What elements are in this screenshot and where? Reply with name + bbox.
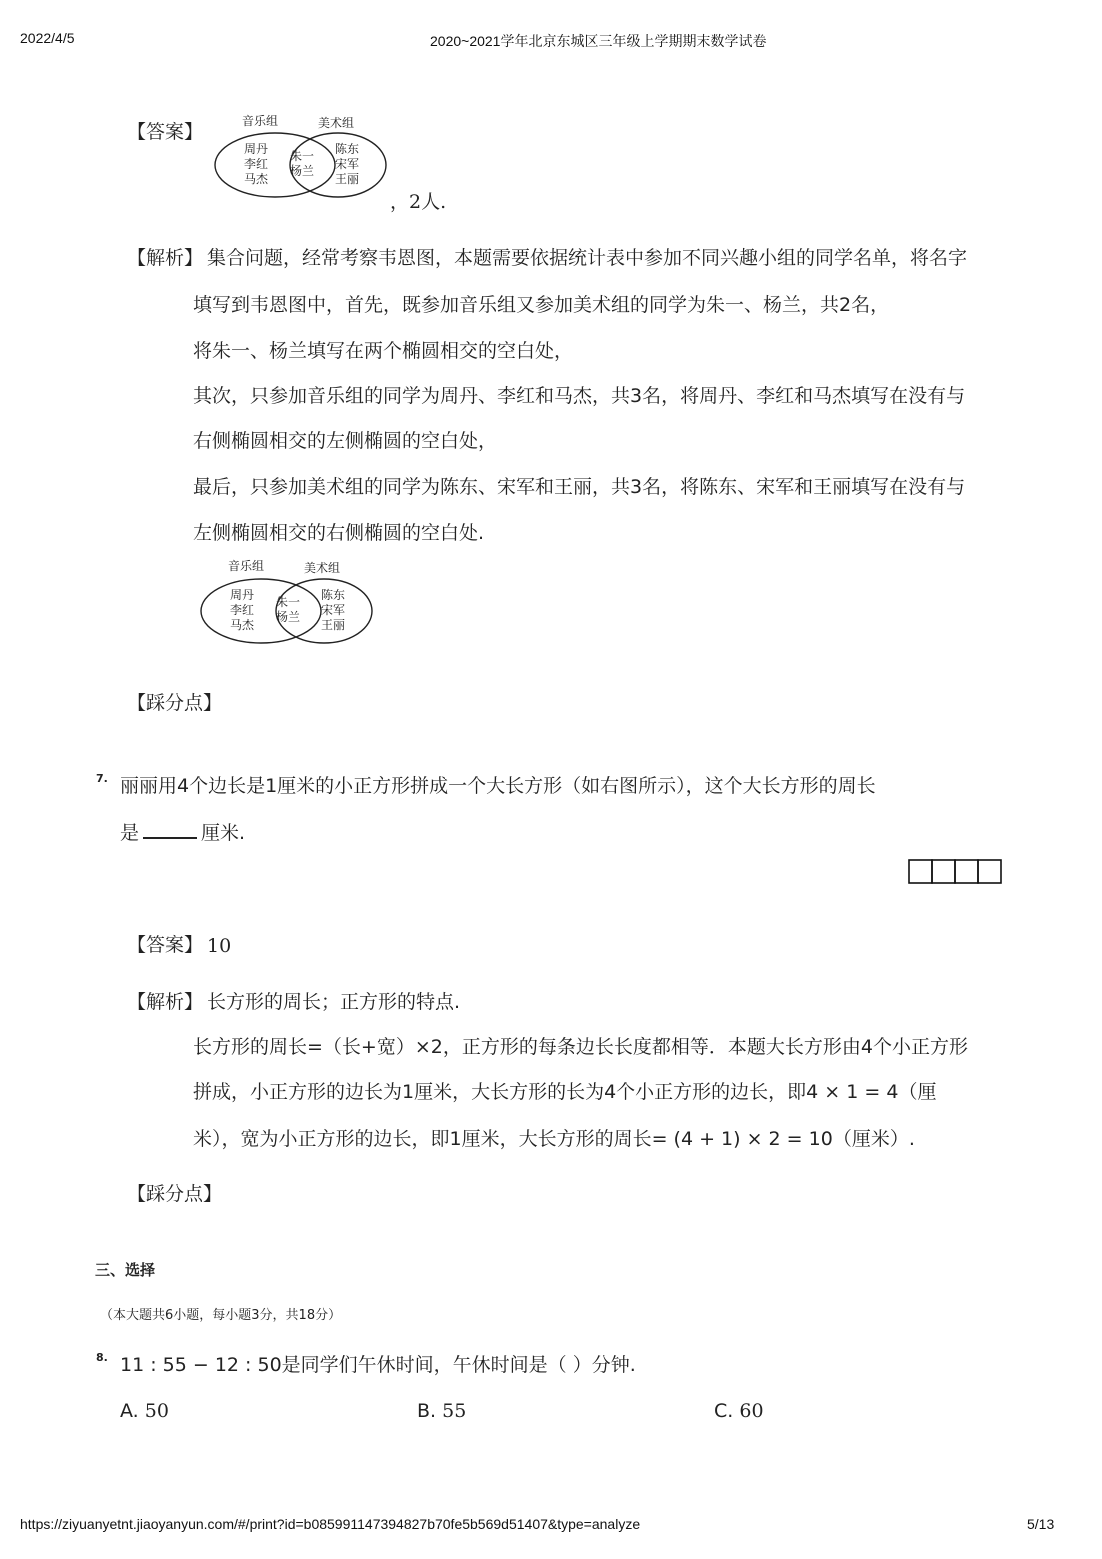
q6-analysis-line: 将朱一、杨兰填写在两个椭圆相交的空白处， bbox=[193, 340, 574, 362]
footer-url[interactable]: https://ziyuanyetnt.jiaoyanyun.com/#/print?id=b085991147394827b70fe5b569d51407&type=analyze bbox=[20, 1516, 641, 1532]
venn-left-name: 李红 bbox=[230, 603, 255, 617]
q7-points-label: 【踩分点】 bbox=[127, 1183, 223, 1205]
q6-points-label: 【踩分点】 bbox=[127, 692, 223, 714]
q7-answer-label: 【答案】 bbox=[127, 934, 204, 956]
venn-right-name: 王丽 bbox=[335, 172, 360, 186]
venn-right-name: 陈东 bbox=[335, 142, 360, 156]
q7-analysis-label: 【解析】 bbox=[127, 991, 204, 1013]
q7-number: 7. bbox=[96, 772, 108, 785]
venn-left-name: 周丹 bbox=[244, 142, 269, 156]
option-value: 55 bbox=[442, 1400, 467, 1422]
q7-question-suffix: 厘米. bbox=[201, 822, 246, 844]
q7-question-line1: 丽丽用4个边长是1厘米的小正方形拼成一个大长方形（如右图所示），这个大长方形的周长 bbox=[120, 775, 876, 797]
footer-page-number: 5/13 bbox=[1027, 1516, 1055, 1532]
q6-answer-label: 【答案】 bbox=[127, 121, 204, 143]
venn-left-name: 周丹 bbox=[230, 588, 255, 602]
venn-left-title: 音乐组 bbox=[242, 114, 279, 128]
venn-right-title: 美术组 bbox=[304, 561, 341, 575]
q7-analysis-line: 拼成，小正方形的边长为1厘米，大长方形的长为4个小正方形的边长，即4 × 1 = 4（厘 bbox=[193, 1081, 937, 1103]
small-square bbox=[955, 860, 978, 883]
option-label: C. bbox=[714, 1400, 734, 1422]
q8-option-b[interactable] bbox=[417, 1399, 466, 1423]
venn-left-ellipse bbox=[215, 133, 335, 197]
q6-analysis-line: 其次，只参加音乐组的同学为周丹、李红和马杰，共3名，将周丹、李红和马杰填写在没有与 bbox=[193, 385, 966, 407]
q6-answer-venn-diagram bbox=[210, 110, 395, 202]
q7-analysis-topic: 长方形的周长；正方形的特点. bbox=[207, 991, 461, 1013]
small-square bbox=[978, 860, 1001, 883]
q7-four-squares-figure bbox=[908, 859, 1004, 885]
header-date: 2022/4/5 bbox=[20, 30, 75, 46]
option-label: B. bbox=[417, 1400, 437, 1422]
venn-center-name: 朱一 bbox=[290, 149, 315, 163]
venn-center-name: 朱一 bbox=[276, 595, 301, 609]
venn-left-ellipse bbox=[201, 579, 321, 643]
q8-number: 8. bbox=[96, 1351, 108, 1364]
q7-question-line2 bbox=[120, 821, 245, 845]
q6-answer-suffix: ，2人. bbox=[390, 191, 447, 213]
q6-analysis-line: 填写到韦恩图中，首先，既参加音乐组又参加美术组的同学为朱一、杨兰，共2名， bbox=[193, 294, 890, 316]
venn-center-name: 杨兰 bbox=[276, 610, 301, 624]
section-title: 三、选择 bbox=[95, 1261, 156, 1279]
section-note: （本大题共6小题，每小题3分，共18分） bbox=[100, 1308, 342, 1323]
q6-analysis-label: 【解析】 bbox=[127, 247, 204, 269]
option-value: 50 bbox=[144, 1400, 169, 1422]
venn-right-name: 陈东 bbox=[321, 588, 346, 602]
q6-analysis-line: 最后，只参加美术组的同学为陈东、宋军和王丽，共3名，将陈东、宋军和王丽填写在没有与 bbox=[193, 476, 966, 498]
small-square bbox=[932, 860, 955, 883]
option-value: 60 bbox=[739, 1400, 764, 1422]
q7-question-prefix: 是 bbox=[120, 822, 140, 844]
q6-analysis-line: 右侧椭圆相交的左侧椭圆的空白处， bbox=[193, 430, 498, 452]
venn-center-name: 杨兰 bbox=[290, 164, 315, 178]
venn-left-name: 马杰 bbox=[230, 618, 255, 632]
q8-option-a[interactable] bbox=[120, 1399, 169, 1423]
venn-right-title: 美术组 bbox=[318, 116, 355, 130]
venn-left-name: 马杰 bbox=[244, 172, 269, 186]
venn-right-name: 宋军 bbox=[321, 603, 346, 617]
venn-left-name: 李红 bbox=[244, 157, 269, 171]
venn-left-title: 音乐组 bbox=[228, 559, 265, 573]
q6-analysis-line: 集合问题，经常考察韦恩图，本题需要依据统计表中参加不同兴趣小组的同学名单，将名字 bbox=[207, 247, 968, 269]
q7-analysis-line: 米），宽为小正方形的边长，即1厘米，大长方形的周长= (4 + 1) × 2 = 10（厘米）. bbox=[193, 1128, 915, 1150]
q7-analysis-line: 长方形的周长=（长+宽）×2，正方形的每条边长长度都相等．本题大长方形由4个小正方形 bbox=[193, 1036, 968, 1058]
q7-answer-value: 10 bbox=[207, 935, 232, 957]
venn-right-name: 王丽 bbox=[321, 618, 346, 632]
q8-option-c[interactable] bbox=[714, 1399, 764, 1423]
venn-right-name: 宋军 bbox=[335, 157, 360, 171]
q6-analysis-venn-diagram bbox=[196, 555, 381, 647]
option-label: A. bbox=[120, 1400, 139, 1422]
small-square bbox=[909, 860, 932, 883]
q7-answer-blank bbox=[143, 821, 197, 839]
header-title: 2020~2021学年北京东城区三年级上学期期末数学试卷 bbox=[430, 33, 767, 49]
q6-analysis-line: 左侧椭圆相交的右侧椭圆的空白处. bbox=[193, 522, 485, 544]
q8-question: 11 : 55 − 12 : 50是同学们午休时间，午休时间是（ ）分钟. bbox=[120, 1354, 636, 1376]
